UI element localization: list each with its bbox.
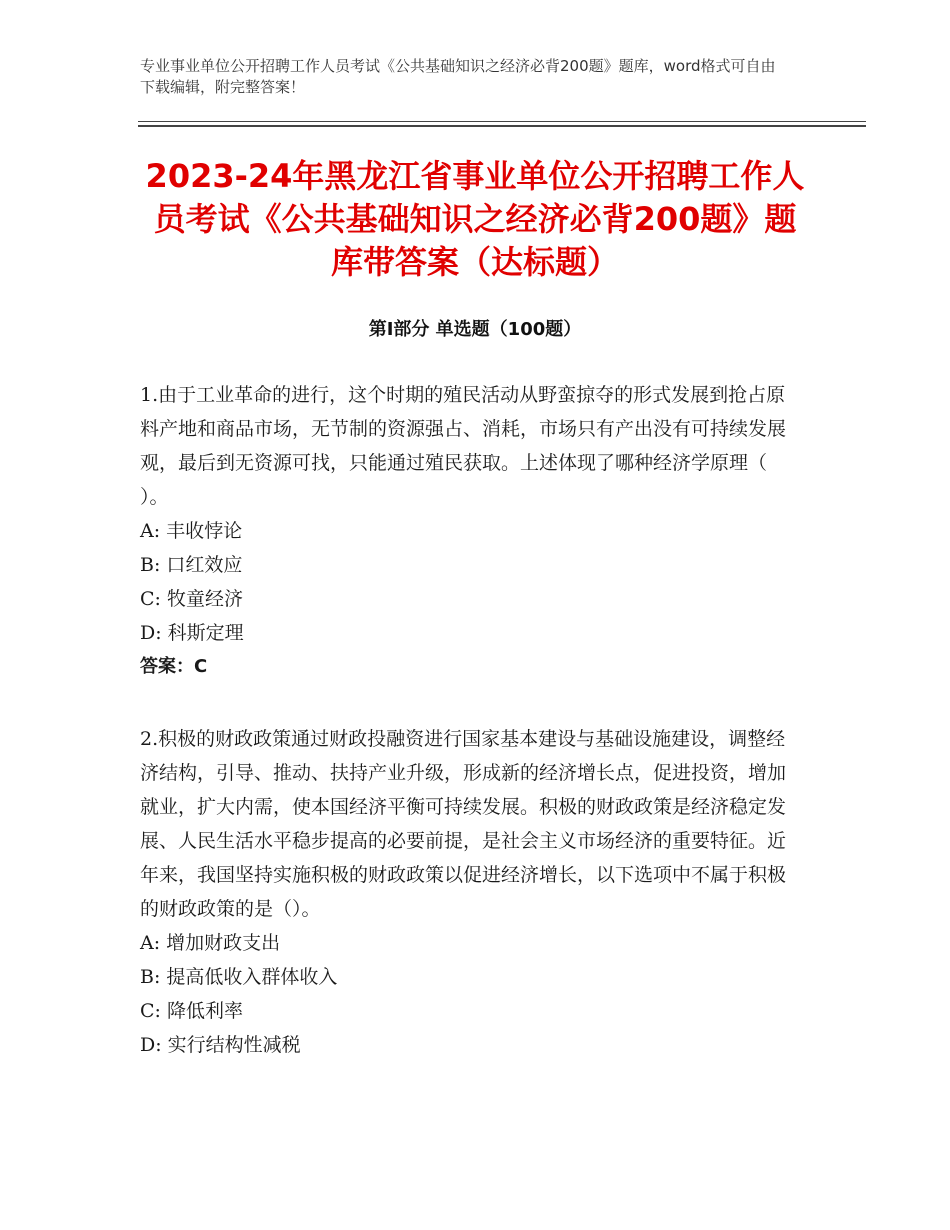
document-title: 2023-24年黑龙江省事业单位公开招聘工作人员考试《公共基础知识之经济必背200题》题库带答案（达标题） xyxy=(145,157,805,281)
option-a: A: 丰收悖论 xyxy=(140,520,243,542)
question-2 xyxy=(140,722,800,1062)
question-stem: 1.由于工业革命的进行，这个时期的殖民活动从野蛮掠夺的形式发展到抢占原料产地和商品市场，无节制的资源强占、消耗，市场只有产出没有可持续发展观，最后到无资源可找，只能通过殖民获取。上述体现了哪种经济学原理（ ）。 xyxy=(140,384,806,508)
option-a: A: 增加财政支出 xyxy=(140,932,281,954)
header-note: 专业事业单位公开招聘工作人员考试《公共基础知识之经济必背200题》题库，word格式可自由下载编辑，附完整答案！ xyxy=(140,57,776,96)
option-d: D: 科斯定理 xyxy=(140,622,244,644)
option-b: B: 提高低收入群体收入 xyxy=(140,966,338,988)
header-divider-thick xyxy=(138,125,866,127)
header-divider-thin xyxy=(138,121,866,122)
option-c: C: 牧童经济 xyxy=(140,588,243,610)
option-d: D: 实行结构性减税 xyxy=(140,1034,301,1056)
option-b: B: 口红效应 xyxy=(140,554,243,576)
section-title: 第I部分 单选题（100题） xyxy=(368,319,582,340)
answer: 答案：C xyxy=(140,656,208,677)
option-c: C: 降低利率 xyxy=(140,1000,243,1022)
question-stem: 2.积极的财政政策通过财政投融资进行国家基本建设与基础设施建设，调整经济结构，引导、推动、扶持产业升级，形成新的经济增长点，促进投资，增加就业，扩大内需，使本国经济平衡可持续发展。积极的财政政策是经济稳定发展、人民生活水平稳步提高的必要前提，是社会主义市场经济的重要特征。近年来，我国坚持实施积极的财政政策以促进经济增长，以下选项中不属于积极的财政政策的是（）。 xyxy=(140,728,787,920)
question-1 xyxy=(140,378,806,684)
